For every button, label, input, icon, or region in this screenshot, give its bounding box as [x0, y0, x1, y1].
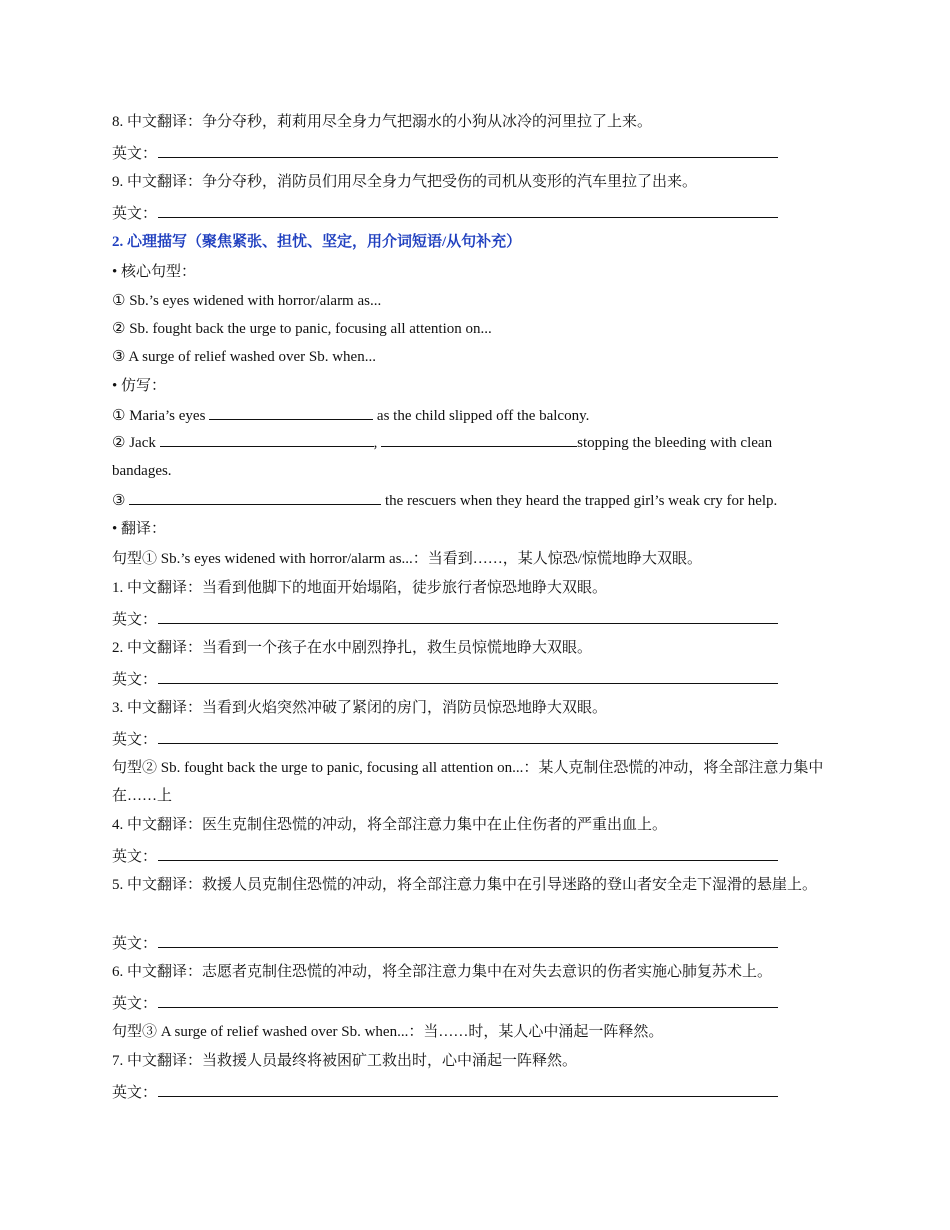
imitate-2-blank-b[interactable]: [381, 432, 577, 447]
imitate-1: [112, 405, 589, 426]
q8-prompt: 8. 中文翻译：争分夺秒，莉莉用尽全身力气把溺水的小狗从冰冷的河里拉了上来。: [112, 114, 653, 130]
pattern-2: 句型② Sb. fought back the urge to panic, focusing all attention on...：某人克制住恐慌的冲动，将全部注意力集中在……上: [112, 760, 824, 804]
item-5-answer-blank[interactable]: [158, 932, 778, 948]
imitate-3: [112, 490, 777, 511]
item-2-answer-blank[interactable]: [158, 668, 778, 684]
q9-prompt: 9. 中文翻译：争分夺秒，消防员们用尽全身力气把受伤的司机从变形的汽车里拉了出来。: [112, 174, 698, 190]
translate-label: • 翻译：: [112, 521, 167, 537]
answer-label: 英文：: [112, 146, 158, 162]
item-2-answer-row: [112, 668, 778, 690]
item-3-prompt: 3. 中文翻译：当看到火焰突然冲破了紧闭的房门，消防员惊恐地睁大双眼。: [112, 700, 608, 716]
item-4-answer-row: [112, 845, 778, 867]
q8-answer-blank[interactable]: [158, 142, 778, 158]
item-7-answer-blank[interactable]: [158, 1081, 778, 1097]
imitate-1-end: as the child slipped off the balcony.: [373, 408, 590, 424]
item-5-answer-row: [112, 932, 778, 954]
item-1-answer-row: [112, 608, 778, 630]
core-label: • 核心句型：: [112, 264, 197, 280]
imitate-2-blank-a[interactable]: [160, 432, 374, 447]
item-4-answer-blank[interactable]: [158, 845, 778, 861]
item-5-prompt: 5. 中文翻译：救援人员克制住恐慌的冲动，将全部注意力集中在引导迷路的登山者安全走下湿滑的悬崖上。: [112, 877, 818, 893]
pattern-1: 句型① Sb.’s eyes widened with horror/alarm as...：当看到……，某人惊恐/惊慌地睁大双眼。: [112, 551, 702, 567]
answer-label: 英文：: [112, 612, 158, 628]
imitate-2-mid: ,: [373, 435, 382, 451]
answer-label: 英文：: [112, 849, 158, 865]
imitate-1-start: ① Maria’s eyes: [112, 408, 210, 424]
item-3-answer-blank[interactable]: [158, 728, 778, 744]
imitate-2: [112, 429, 832, 485]
imitate-3-blank[interactable]: [129, 490, 381, 505]
answer-label: 英文：: [112, 1085, 158, 1101]
imitate-3-start: ③: [112, 493, 130, 509]
answer-label: 英文：: [112, 206, 158, 222]
item-1-prompt: 1. 中文翻译：当看到他脚下的地面开始塌陷，徒步旅行者惊恐地睁大双眼。: [112, 580, 608, 596]
answer-label: 英文：: [112, 996, 158, 1012]
answer-label: 英文：: [112, 732, 158, 748]
imitate-2-end: stopping the bleeding with clean bandages.: [112, 435, 773, 479]
item-6-answer-row: [112, 992, 778, 1014]
item-1-answer-blank[interactable]: [158, 608, 778, 624]
q9-answer-row: [112, 202, 778, 224]
item-2-prompt: 2. 中文翻译：当看到一个孩子在水中剧烈挣扎，救生员惊慌地睁大双眼。: [112, 640, 593, 656]
imitate-label: • 仿写：: [112, 378, 167, 394]
pattern-3: 句型③ A surge of relief washed over Sb. when...：当……时，某人心中涌起一阵释然。: [112, 1024, 664, 1040]
item-6-prompt: 6. 中文翻译：志愿者克制住恐慌的冲动，将全部注意力集中在对失去意识的伤者实施心肺复苏术上。: [112, 964, 773, 980]
answer-label: 英文：: [112, 672, 158, 688]
imitate-1-blank[interactable]: [209, 405, 373, 420]
item-7-prompt: 7. 中文翻译：当救援人员最终将被困矿工救出时，心中涌起一阵释然。: [112, 1053, 578, 1069]
item-6-answer-blank[interactable]: [158, 992, 778, 1008]
q9-answer-blank[interactable]: [158, 202, 778, 218]
imitate-3-end: the rescuers when they heard the trapped girl’s weak cry for help.: [381, 493, 778, 509]
item-7-answer-row: [112, 1081, 778, 1103]
imitate-2-start: ② Jack: [112, 435, 160, 451]
item-3-answer-row: [112, 728, 778, 750]
q8-answer-row: [112, 142, 778, 164]
core-pattern-2: ② Sb. fought back the urge to panic, focusing all attention on...: [112, 321, 492, 337]
core-pattern-3: ③ A surge of relief washed over Sb. when...: [112, 349, 376, 365]
item-4-prompt: 4. 中文翻译：医生克制住恐慌的冲动，将全部注意力集中在止住伤者的严重出血上。: [112, 817, 668, 833]
core-pattern-1: ① Sb.’s eyes widened with horror/alarm as...: [112, 293, 382, 309]
answer-label: 英文：: [112, 936, 158, 952]
section2-title: 2. 心理描写（聚焦紧张、担忧、坚定，用介词短语/从句补充）: [112, 234, 522, 250]
